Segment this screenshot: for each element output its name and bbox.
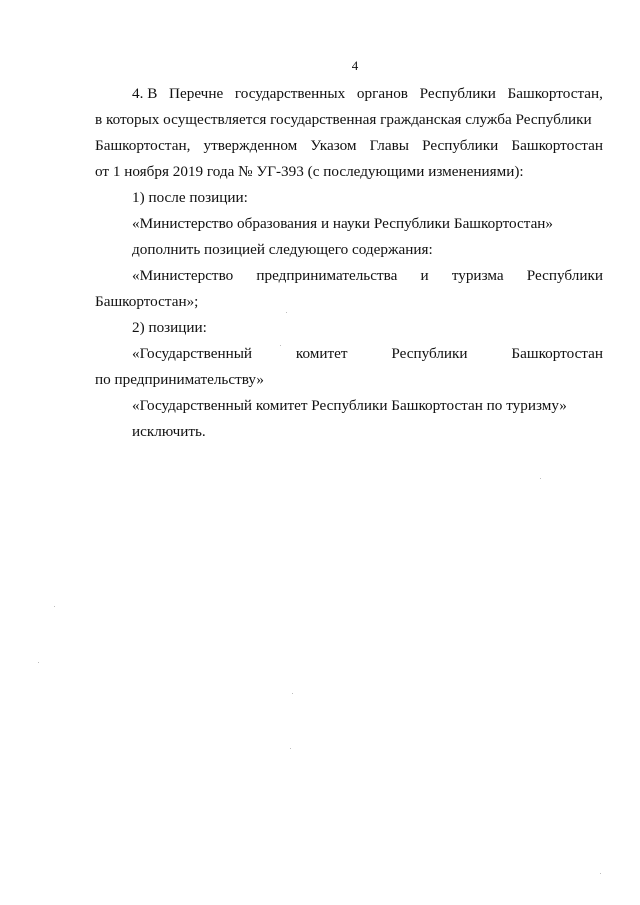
scan-speck	[54, 606, 55, 607]
sub1-new-entry-cont: Башкортостан»;	[95, 293, 199, 310]
sub2-quote1	[95, 341, 603, 367]
scan-speck	[38, 662, 39, 663]
item4-line-3	[95, 133, 603, 159]
item4-line3-word: Республики	[422, 137, 499, 154]
item4-line1-word: государственных	[234, 85, 346, 102]
item4-line3-word: утвержденном	[203, 137, 298, 154]
sub1-new-entry-word: туризма	[451, 267, 504, 284]
sub1-new-entry-word: Республики	[526, 267, 603, 284]
sub2-quote1-word: комитет	[295, 345, 348, 362]
scan-speck	[540, 478, 541, 479]
item4-line3-word: Башкортостан	[511, 137, 603, 154]
item4-line1-word: органов	[356, 85, 408, 102]
sub2-quote1-word: «Государственный	[132, 345, 253, 362]
sub2-quote2: «Государственный комитет Республики Башкортостан по туризму»	[132, 397, 567, 414]
sub1-new-entry-word: и	[420, 267, 429, 284]
item4-line1-word: Перечне	[169, 85, 224, 102]
sub1-new-entry-word: «Министерство	[132, 267, 234, 284]
sub2-quote1-cont: по предпринимательству»	[95, 371, 264, 388]
sub2-label: 2) позиции:	[132, 319, 207, 336]
scan-speck	[292, 693, 293, 694]
item4-line3-word: Главы	[369, 137, 409, 154]
sub1-label: 1) после позиции:	[132, 189, 248, 206]
item4-line1-word: 4. В	[132, 85, 158, 102]
scan-speck	[600, 873, 601, 874]
item4-line1-word: Республики	[419, 85, 496, 102]
item4-line3-word: Башкортостан,	[95, 137, 191, 154]
item4-line-1	[95, 81, 603, 107]
scan-speck	[286, 312, 287, 313]
sub2-action: исключить.	[132, 423, 206, 440]
item4-line1-word: Башкортостан,	[507, 85, 603, 102]
page-number: 4	[351, 58, 359, 73]
document-body	[95, 81, 603, 445]
scan-speck	[280, 345, 281, 346]
sub2-quote1-word: Башкортостан	[511, 345, 603, 362]
sub1-new-entry	[95, 263, 603, 289]
sub1-quote: «Министерство образования и науки Республики Башкортостан»	[132, 215, 554, 232]
item4-line-2: в которых осуществляется государственная гражданская служба Республики	[95, 111, 592, 128]
item4-line-4: от 1 ноября 2019 года № УГ-393 (с последующими изменениями):	[95, 163, 524, 180]
sub1-action: дополнить позицией следующего содержания:	[132, 241, 433, 258]
sub1-new-entry-word: предпринимательства	[256, 267, 398, 284]
item4-line3-word: Указом	[310, 137, 357, 154]
sub2-quote1-word: Республики	[391, 345, 468, 362]
scan-speck	[290, 748, 291, 749]
